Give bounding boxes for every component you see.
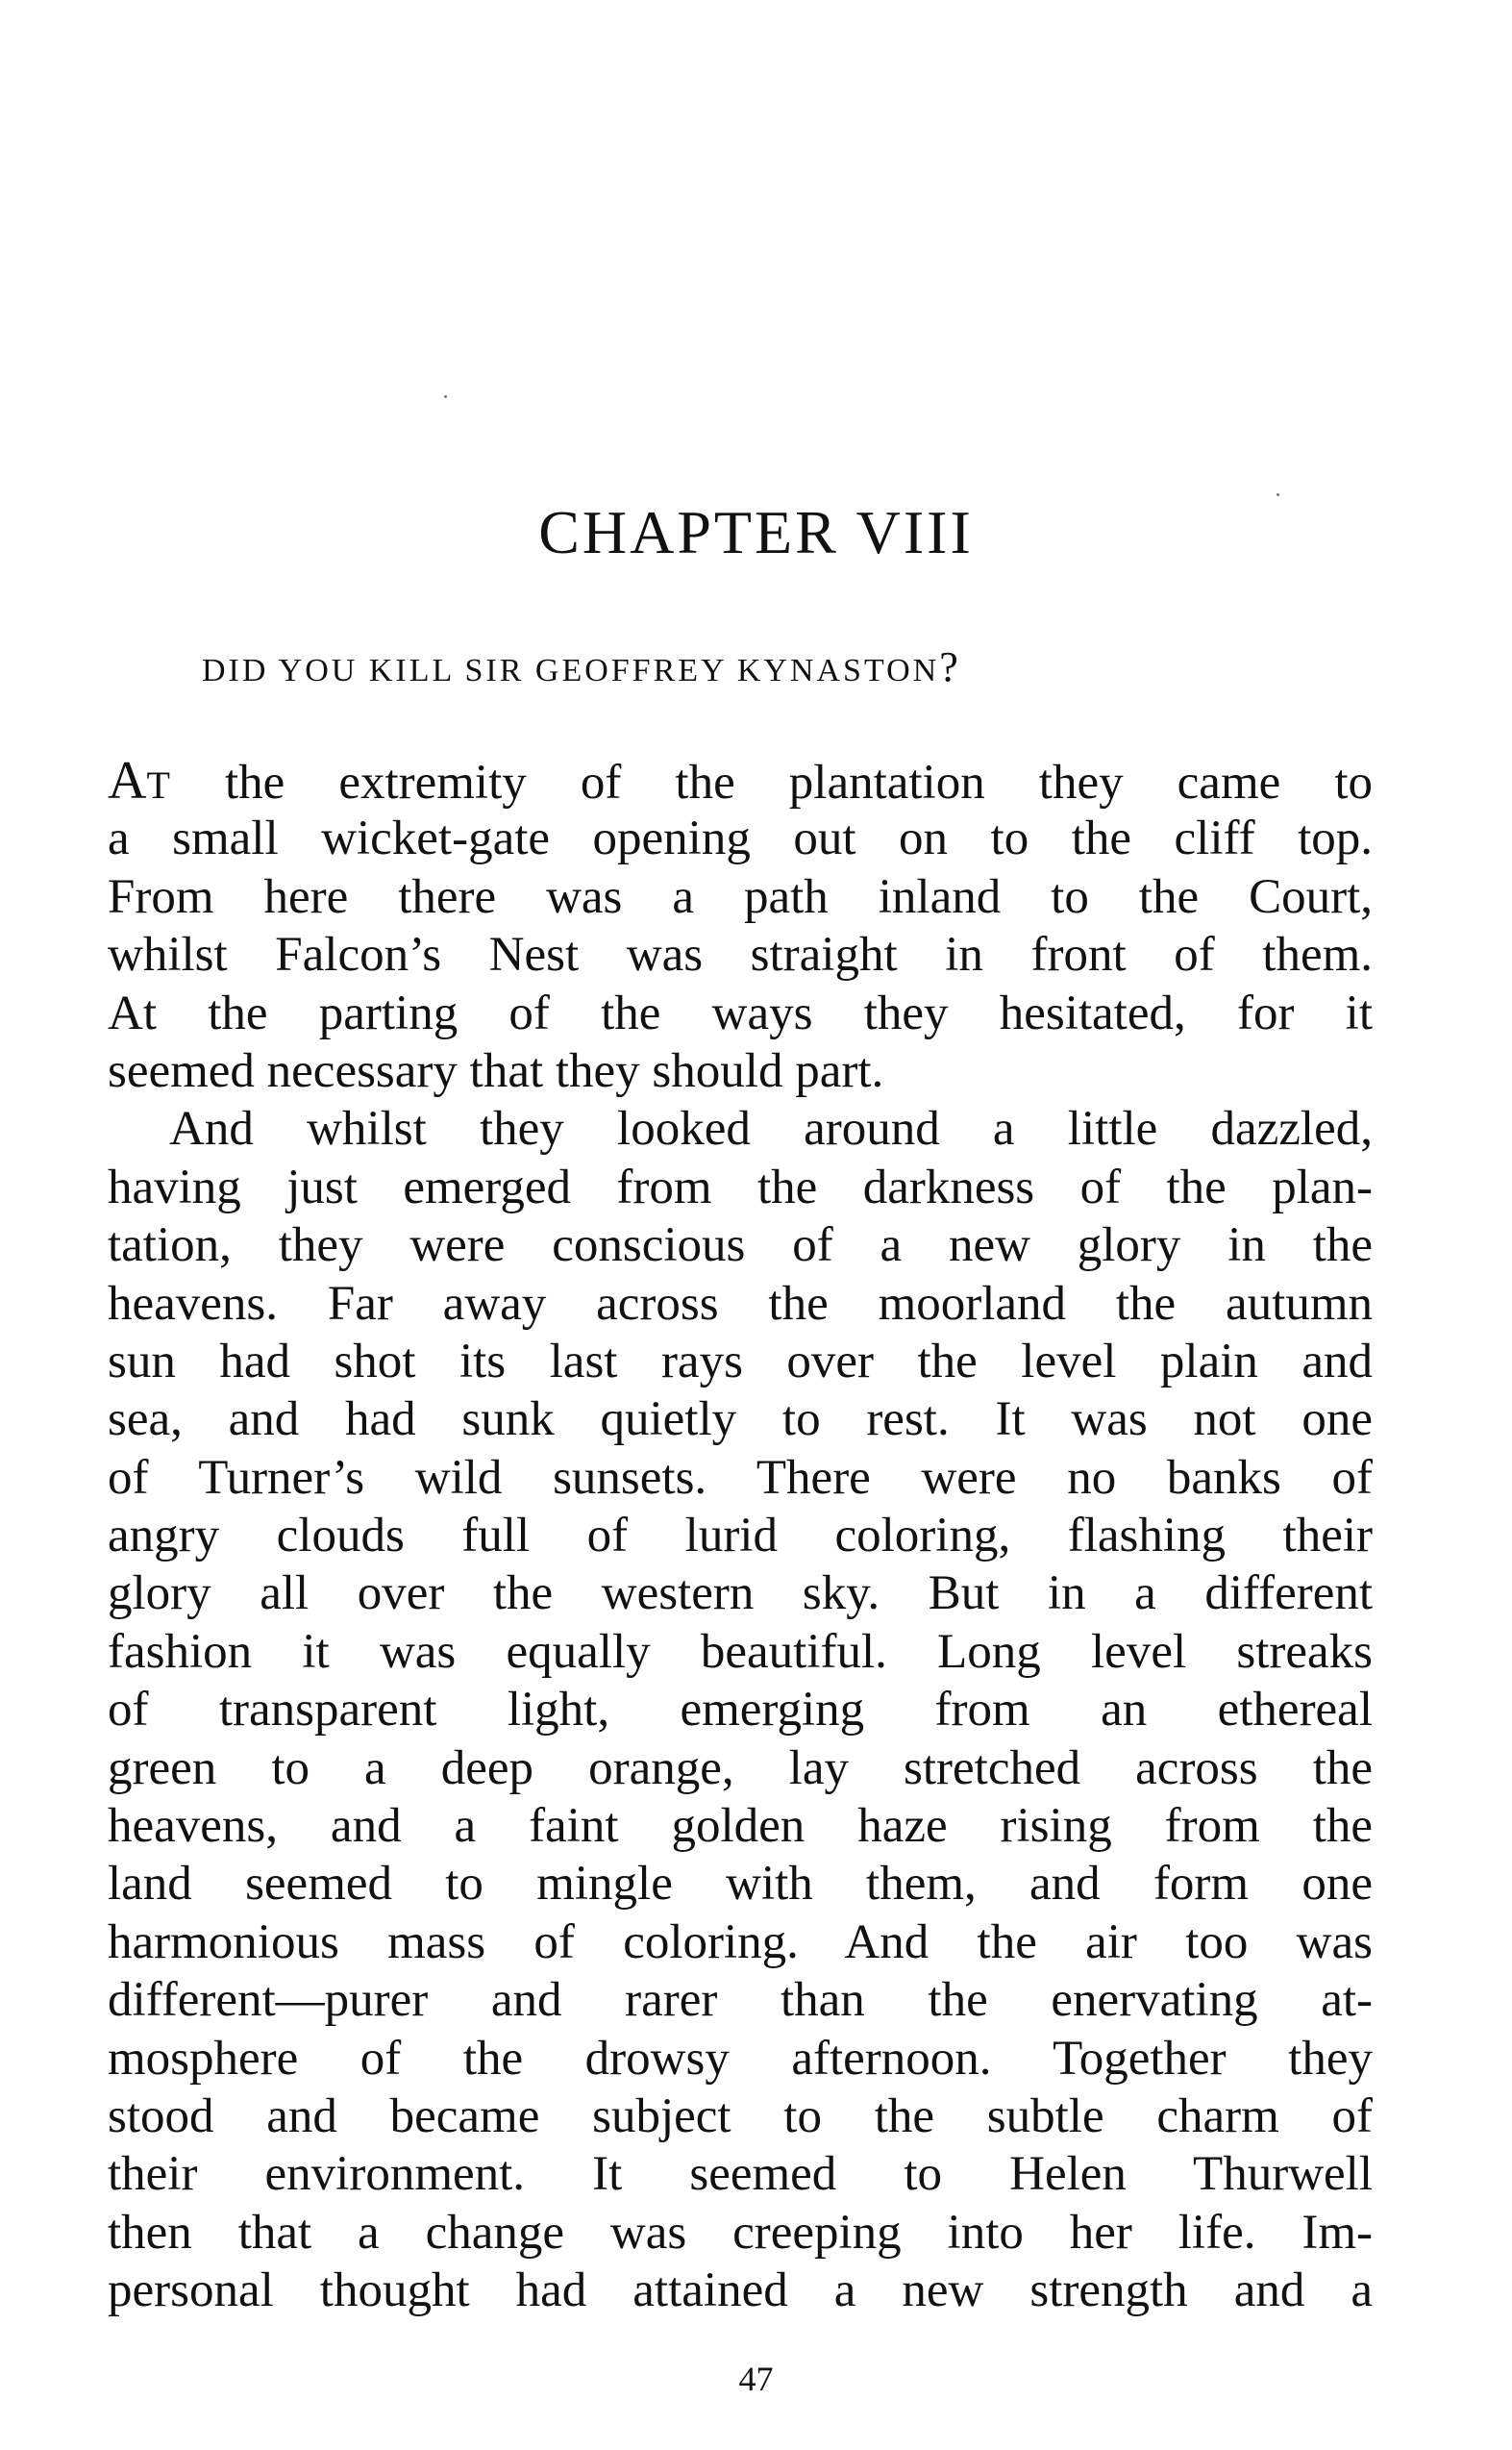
text-line: personal thought had attained a new strength and a [108, 2263, 1373, 2318]
text-line: At the parting of the ways they hesitated, for it [108, 986, 1373, 1040]
text-line: green to a deep orange, lay stretched across the [108, 1740, 1373, 1795]
text-line: whilst Falcon’s Nest was straight in front of them. [108, 928, 1373, 983]
opening-small-capital: T [146, 763, 171, 807]
chapter-subtitle-question-mark: ? [939, 643, 958, 690]
text-line [108, 752, 1373, 810]
text-line-content: the extremity of the plantation they came to [170, 756, 1373, 810]
chapter-title: CHAPTER VIII [538, 498, 974, 566]
text-line: mosphere of the drowsy afternoon. Together they [108, 2031, 1373, 2086]
text-line: then that a change was creeping into her life. Im- [108, 2205, 1373, 2260]
text-line: stood and became subject to the subtle charm of [108, 2088, 1373, 2143]
text-line: harmonious mass of coloring. And the air too was [108, 1914, 1373, 1969]
print-speck [1277, 493, 1279, 496]
text-line: of transparent light, emerging from an ethereal [108, 1683, 1373, 1738]
text-line: heavens. Far away across the moorland the autumn [108, 1276, 1373, 1331]
text-line: And whilst they looked around a little dazzled, [169, 1102, 1373, 1157]
chapter-subtitle-text: DID YOU KILL SIR GEOFFREY KYNASTON [202, 653, 940, 688]
page-number: 47 [738, 2360, 774, 2398]
text-line: their environment. It seemed to Helen Thurwell [108, 2147, 1373, 2202]
text-line: tation, they were conscious of a new glory in the [108, 1218, 1373, 1273]
text-line: a small wicket-gate opening out on to the cliff top. [108, 812, 1373, 866]
text-line: having just emerged from the darkness of the plan- [108, 1160, 1373, 1214]
opening-capital: A [108, 751, 147, 811]
text-line: different—purer and rarer than the enervating at- [108, 1973, 1373, 2028]
text-line: seemed necessary that they should part. [108, 1043, 884, 1098]
body-text [108, 752, 1373, 2320]
text-line: sea, and had sunk quietly to rest. It was not one [108, 1392, 1373, 1447]
text-line: land seemed to mingle with them, and form one [108, 1857, 1373, 1912]
text-line: of Turner’s wild sunsets. There were no banks of [108, 1450, 1373, 1505]
text-line: fashion it was equally beautiful. Long level streaks [108, 1624, 1373, 1679]
text-line: glory all over the western sky. But in a different [108, 1566, 1373, 1621]
text-line: heavens, and a faint golden haze rising from the [108, 1799, 1373, 1854]
chapter-subtitle [202, 643, 958, 690]
text-line: sun had shot its last rays over the level plain and [108, 1334, 1373, 1388]
print-speck [444, 395, 447, 398]
text-line: From here there was a path inland to the Court, [108, 869, 1373, 924]
text-line: angry clouds full of lurid coloring, flashing their [108, 1509, 1373, 1563]
